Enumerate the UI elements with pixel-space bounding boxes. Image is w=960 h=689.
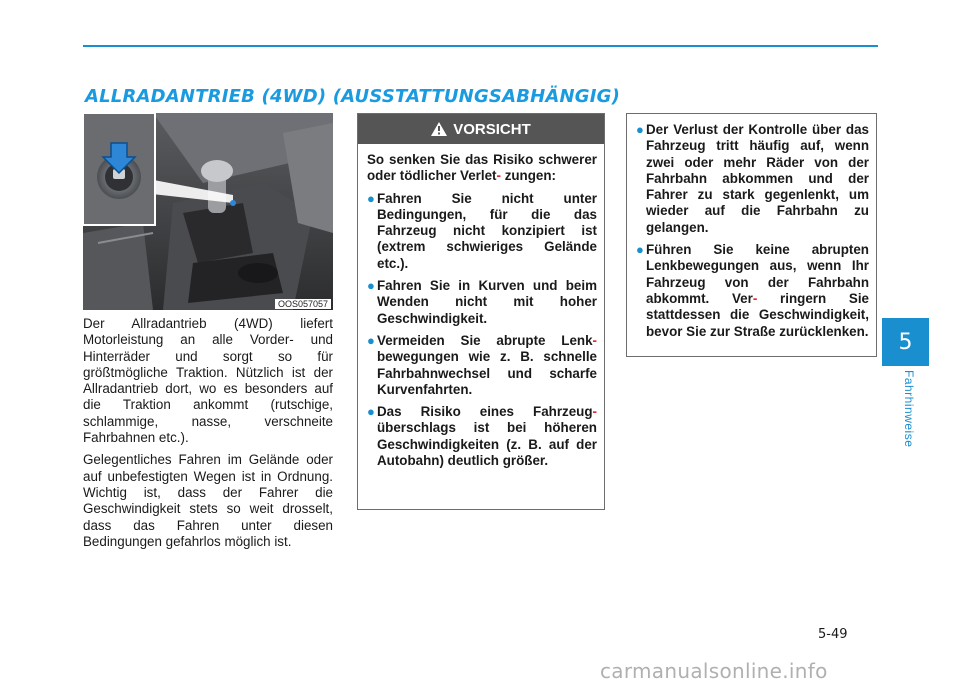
bullet-text: Der Verlust der Kontrolle über das Fahrzeug tritt häufig auf, wenn zwei oder mehr Räder von der Fahrbahn abkommen und der Fahrer zu stark gegenlenkt, um wieder auf die Fahrbahn zu gelangen. — [646, 122, 869, 235]
page-number: 5-49 — [818, 627, 848, 642]
bullet-dot-icon: ● — [636, 122, 644, 137]
bullet-text-part: Das Risiko eines Fahrzeug — [377, 404, 593, 420]
caution-intro-text: So senken Sie das Risiko schwerer oder tödlicher Verlet — [367, 152, 597, 184]
watermark: carmanualsonline.info — [600, 659, 828, 683]
console-illustration — [83, 113, 333, 310]
body-text — [83, 316, 333, 556]
caution-bullet — [636, 242, 869, 340]
caution-bullet — [367, 404, 597, 469]
bullet-text-part: ringern Sie stattdessen die Geschwindigkeit, bevor Sie zur Straße zurücklenken. — [646, 290, 869, 339]
bullet-dot-icon: ● — [367, 404, 375, 420]
bullet-dot-icon: ● — [636, 242, 644, 258]
top-rule — [83, 45, 878, 47]
bullet-text: Fahren Sie nicht unter Bedingungen, für die das Fahrzeug nicht konzipiert ist (extrem schwieriges Gelände etc.). — [377, 190, 597, 271]
hyphen-mark: - — [592, 404, 597, 420]
hyphen-mark: - — [496, 168, 501, 184]
caution-continued-box — [626, 113, 877, 357]
warning-triangle-icon — [431, 122, 447, 136]
hyphen-mark: - — [752, 290, 758, 306]
bullet-dot-icon: ● — [367, 332, 375, 348]
section-heading: ALLRADANTRIEB (4WD) (AUSSTATTUNGSABHÄNGIG) — [85, 86, 621, 107]
bullet-text — [646, 242, 869, 340]
caution-title: VORSICHT — [453, 120, 531, 138]
bullet-dot-icon: ● — [367, 190, 375, 206]
caution-header — [358, 114, 604, 144]
body-paragraph: Gelegentliches Fahren im Gelände oder auf unbefestigten Wegen ist in Ordnung. Wichtig ist, dass der Fahrer die Geschwindigkeit stets so weit drosselt, dass das Fahren unter diesen Bedingungen gefahrlos möglich ist. — [83, 452, 333, 549]
bullet-text-part: Führen Sie keine abrupten Lenkbewegungen aus, wenn Ihr Fahrzeug von der Fahrbahn abkommt. Ver — [646, 242, 869, 306]
caution-bullet — [367, 278, 597, 327]
chapter-label: Fahrhinweise — [902, 370, 916, 448]
caution-box — [357, 113, 605, 510]
bullet-text: Fahren Sie in Kurven und beim Wenden nicht mit hoher Geschwindigkeit. — [377, 278, 597, 326]
console-photo — [83, 113, 333, 310]
hyphen-mark: - — [592, 332, 597, 348]
caution-bullet — [367, 333, 597, 398]
bullet-text — [377, 404, 597, 469]
caution-bullet — [367, 191, 597, 272]
photo-code: OOS057057 — [275, 299, 331, 309]
bullet-text-part: überschlags ist bei höheren Geschwindigkeiten (z. B. auf der Autobahn) deutlich größer. — [377, 420, 597, 469]
caution-intro — [367, 152, 597, 185]
body-paragraph: Der Allradantrieb (4WD) liefert Motorleistung an alle Vorder- und Hinterräder und sorgt so für größtmögliche Traktion. Nützlich ist der Allradantrieb dort, wo es besonders auf die Traktion ankommt (rutschige, schlammige, nasse, verschneite Fahrbahnen etc.). — [83, 316, 333, 446]
bullet-text-part: Vermeiden Sie abrupte Lenk — [377, 332, 593, 348]
bullet-text-part: bewegungen wie z. B. schnelle Fahrbahnwechsel und scharfe Kurvenfahrten. — [377, 349, 597, 397]
bullet-text — [377, 333, 597, 398]
caution-intro-text: zungen: — [504, 168, 557, 184]
caution-bullet — [636, 122, 869, 236]
bullet-dot-icon: ● — [367, 278, 375, 294]
caution-body — [358, 144, 604, 469]
chapter-number-tab: 5 — [882, 318, 929, 366]
